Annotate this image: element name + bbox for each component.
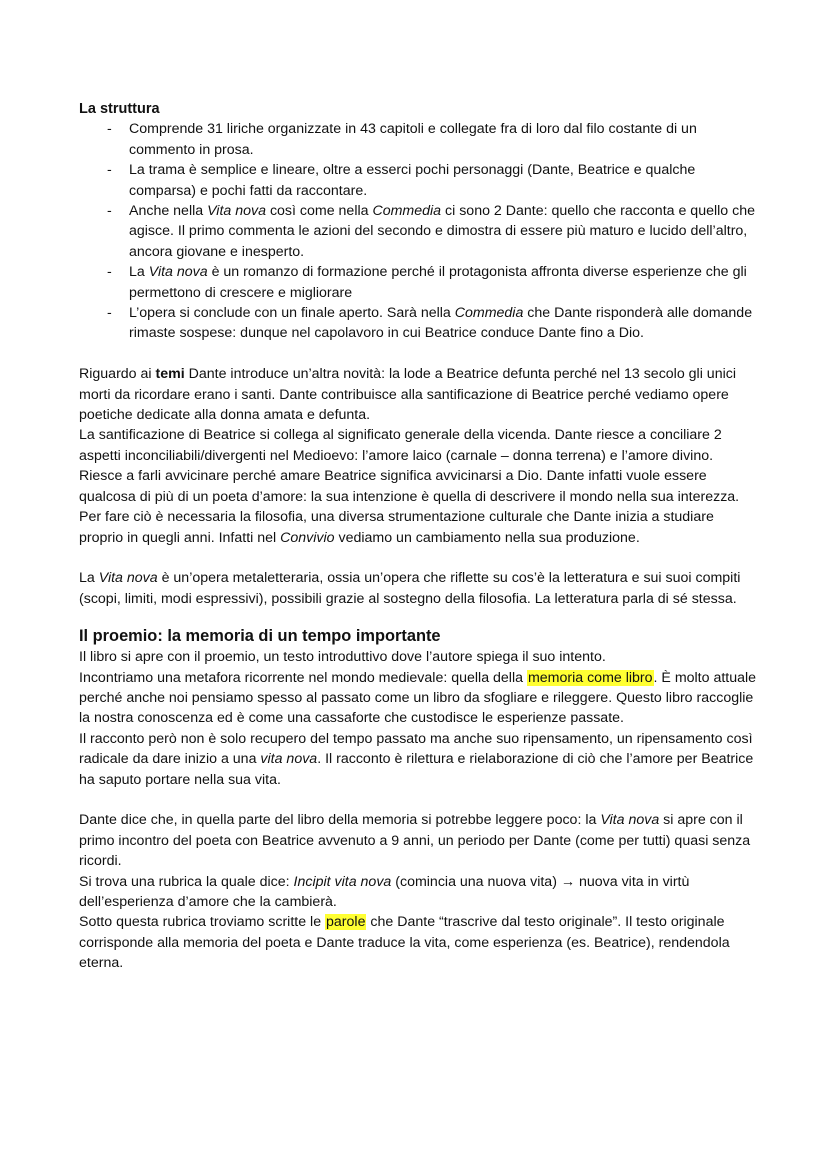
- list-item: - L’opera si conclude con un finale aperto. Sarà nella Commedia che Dante risponderà alle domande rimaste sospese: dunque nel capolavoro in cui Beatrice conduce Dante fino a Dio.: [79, 303, 759, 344]
- paragraph-libro-memoria: Dante dice che, in quella parte del libro della memoria si potrebbe leggere poco: la Vita nova si apre con il primo incontro del poeta con Beatrice avvenuto a 9 anni, un periodo per Dante (come per tutti) quasi senza ricordi.: [79, 812, 751, 870]
- document-page: [79, 99, 759, 974]
- section-heading-proemio: Il proemio: la memoria di un tempo importante: [79, 627, 441, 646]
- list-item: - La Vita nova è un romanzo di formazione perché il protagonista affronta diverse esperienze che gli permettono di crescere e migliorare: [79, 262, 759, 303]
- highlight-parole: parole: [326, 914, 366, 931]
- paragraph-memoria-libro: Incontriamo una metafora ricorrente nel mondo medievale: quella della memoria come libro. È molto attuale perché anche noi pensiamo spesso al passato come un libro da sfogliare e rileggere. Questo libro raccoglie la nostra conoscenza ed è come una cassaforte che custodisce le esperienze passate.: [79, 669, 757, 727]
- paragraph-metaletteraria: La Vita nova è un’opera metaletteraria, ossia un’opera che riflette su cos’è la letteratura e sui suoi compiti (scopi, limiti, modi espressivi), possibili grazie al sostegno della filosofia. La letteratura parla di sé stessa.: [79, 570, 741, 607]
- paragraph-rubrica: Si trova una rubrica la quale dice: Incipit vita nova (comincia una nuova vita) → nuova vita in virtù dell’esperienza d’amore che la cambierà.: [79, 873, 690, 910]
- paragraph-filosofia: Riesce a farli avvicinare perché amare Beatrice significa avvicinarsi a Dio. Dante infatti vuole essere qualcosa di più di un poeta d’amore: la sua intenzione è quella di descrivere il mondo nella sua interezza. Per fare ciò è necessaria la filosofia, una diversa strumentazione culturale che Dante inizia a studiare proprio in quegli anni. Infatti nel Convivio vediamo un cambiamento nella sua produzione.: [79, 468, 740, 546]
- list-item: - Anche nella Vita nova così come nella Commedia ci sono 2 Dante: quello che racconta e quello che agisce. Il primo commenta le azioni del secondo e dimostra di essere più maturo e lucido dell’altro, ancora giovane e inesperto.: [79, 201, 759, 262]
- paragraph-proemio-intro: Il libro si apre con il proemio, un testo introduttivo dove l’autore spiega il suo intento.: [79, 649, 606, 666]
- paragraph-parole: Sotto questa rubrica troviamo scritte le parole che Dante “trascrive dal testo originale”. Il testo originale corrisponde alla memoria del poeta e Dante traduce la vita, come esperienza (es. Beatrice), rendendola eterna.: [79, 914, 730, 972]
- highlight-memoria-come-libro: memoria come libro: [527, 669, 653, 686]
- struttura-list: [79, 119, 759, 343]
- list-item: - La trama è semplice e lineare, oltre a esserci pochi personaggi (Dante, Beatrice e qualche comparsa) e pochi fatti da raccontare.: [79, 160, 759, 201]
- paragraph-ripensamento: Il racconto però non è solo recupero del tempo passato ma anche suo ripensamento, un ripensamento così radicale da dare inizio a una vita nova. Il racconto è rilettura e rielaborazione di ciò che l’amore per Beatrice ha saputo portare nella sua vita.: [79, 730, 754, 788]
- arrow-right-icon: →: [560, 873, 576, 890]
- paragraph-temi: Riguardo ai temi Dante introduce un’altra novità: la lode a Beatrice defunta perché nel 13 secolo gli unici morti da ricordare erano i santi. Dante contribuisce alla santificazione di Beatrice perché vediamo opere poetiche dedicate alla donna amata e defunta.: [79, 366, 736, 424]
- paragraph-santificazione: La santificazione di Beatrice si collega al significato generale della vicenda. Dante riesce a conciliare 2 aspetti inconciliabili/divergenti nel Medioevo: l’amore laico (carnale – donna terrena) e l’amore divino.: [79, 427, 722, 464]
- list-item: - Comprende 31 liriche organizzate in 43 capitoli e collegate fra di loro dal filo costante di un commento in prosa.: [79, 119, 759, 160]
- section-heading-struttura: La struttura: [79, 101, 160, 117]
